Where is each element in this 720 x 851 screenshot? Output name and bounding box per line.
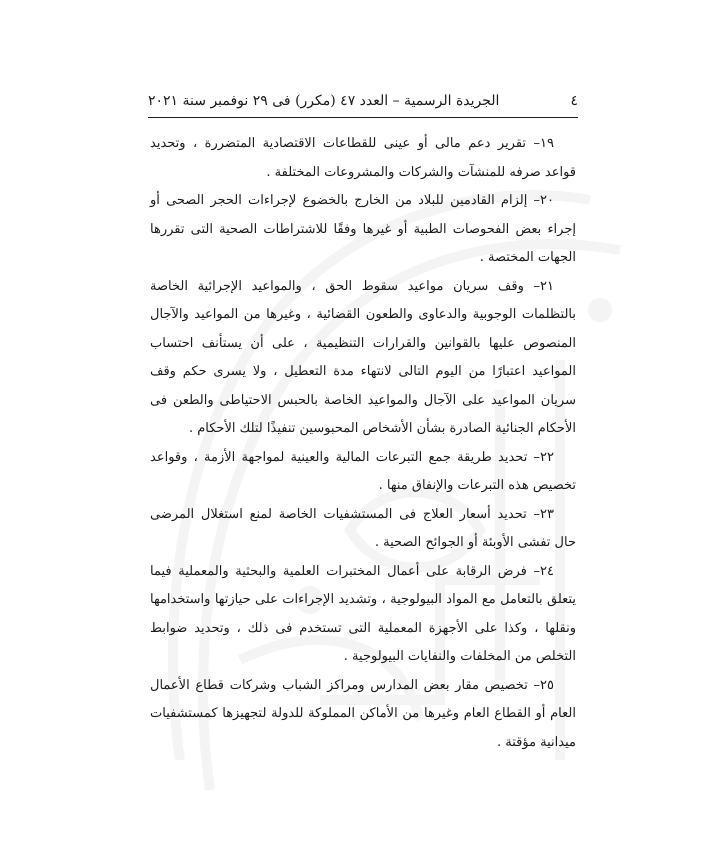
item-24: ٢٤– فرض الرقابة على أعمال المختبرات العلمية والبحثية والمعملية فيما يتعلق بالتعامل مع المواد البيولوجية ، وتشديد الإجراءات على حيازتها واستخدامها ونقلها ، وكذا على الأجهزة المعملية التى تستخدم فى ذلك ، وتحديد ضوابط التخلص من المخلفات والنفايات البيولوجية .: [150, 563, 576, 664]
item-22: ٢٢– تحديد طريقة جمع التبرعات المالية والعينية لمواجهة الأزمة ، وقواعد تخصيص هذه التبرعات والإنفاق منها .: [150, 449, 576, 493]
page-number: ٤: [570, 93, 578, 109]
item-21: ٢١– وقف سريان مواعيد سقوط الحق ، والمواعيد الإجرائية الخاصة بالتظلمات الوجوبية والدعاوى والطعون القضائية ، وغيرها من المواعيد والآجال المنصوص عليها بالقوانين والقرارات التنظيمية ، على أن يستأنف احتساب المواعيد اعتبارًا من اليوم التالى لانتهاء مدة التعطيل ، ولا يسرى حكم وقف سريان المواعيد على الآجال والمواعيد الخاصة بالحبس الاحتياطى والطعن فى الأحكام الجنائية الصادرة بشأن الأشخاص المحبوسين تنفيذًا لتلك الأحكام .: [150, 278, 576, 436]
header-divider: [148, 117, 578, 118]
item-23: ٢٣– تحديد أسعار العلاج فى المستشفيات الخاصة لمنع استغلال المرضى حال تفشى الأوبئة أو الجوائح الصحية .: [150, 506, 576, 550]
page-header: [148, 90, 578, 112]
item-19: ١٩– تقرير دعم مالى أو عينى للقطاعات الاقتصادية المتضررة ، وتحديد قواعد صرفه للمنشآت والشركات والمشروعات المختلفة .: [150, 136, 576, 180]
gazette-title: الجريدة الرسمية – العدد ٤٧ (مكرر) فى ٢٩ نوفمبر سنة ٢٠٢١: [148, 93, 500, 109]
article-body: [150, 130, 576, 757]
item-25: ٢٥– تخصيص مقار بعض المدارس ومراكز الشباب وشركات قطاع الأعمال العام أو القطاع العام وغيرها من الأماكن المملوكة للدولة لتجهيزها كمستشفيات ميدانية مؤقتة .: [150, 677, 576, 750]
item-20: ٢٠– إلزام القادمين للبلاد من الخارج بالخضوع لإجراءات الحجر الصحى أو إجراء بعض الفحوصات الطبية أو غيرها وفقًا للاشتراطات الصحية التى تقررها الجهات المختصة .: [150, 193, 576, 265]
